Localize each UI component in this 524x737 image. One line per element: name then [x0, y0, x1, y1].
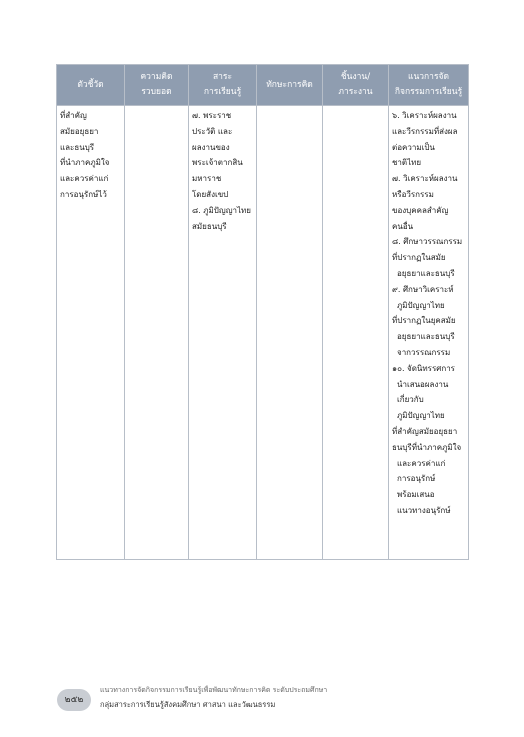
cell-text-line: สมัยธนบุรี	[192, 221, 227, 231]
cell-text-line: และควรค่าแก่	[60, 174, 109, 184]
cell-text-line: หรือวีรกรรม	[392, 189, 434, 199]
header-thinking-skill: ทักษะการคิด	[257, 65, 323, 106]
cell-content	[189, 106, 257, 560]
cell-text-line: ชาติไทย	[392, 158, 422, 168]
cell-text-line: ที่สำคัญสมัยอยุธยา	[392, 426, 458, 436]
cell-text-line: ภูมิปัญญาไทย	[397, 411, 445, 421]
cell-text-line: แนวทางอนุรักษ์	[397, 505, 451, 515]
table-header-row	[57, 65, 469, 106]
footer-book-title: แนวทางการจัดกิจกรรมการเรียนรู้เพื่อพัฒนาทักษะการคิด ระดับประถมศึกษา	[100, 686, 328, 694]
cell-text-line: ๘. ศึกษาวรรณกรรม	[392, 237, 463, 247]
footer-subject-group: กลุ่มสาระการเรียนรู้สังคมศึกษา ศาสนา และวัฒนธรรม	[100, 700, 276, 709]
cell-tasks	[323, 106, 389, 560]
cell-text-line: ๘. ภูมิปัญญาไทย	[192, 205, 251, 215]
cell-text-line: พระเจ้าตากสิน	[192, 158, 243, 168]
cell-text-line: ประวัติ และ	[192, 126, 233, 136]
cell-text-line: ๙. ศึกษาวิเคราะห์	[392, 284, 454, 294]
cell-text-line: ที่ปรากฏในยุคสมัย	[392, 316, 456, 326]
cell-text-line: ของบุคคลสำคัญ	[392, 205, 449, 215]
cell-text-line: อยุธยาและธนบุรี	[397, 268, 455, 278]
cell-text-line: และธนบุรี	[60, 142, 95, 152]
cell-text-line: และวีรกรรมที่ส่งผล	[392, 126, 458, 136]
cell-text-line: ต่อความเป็น	[392, 142, 435, 152]
cell-thinking-skill	[257, 106, 323, 560]
cell-text-line: ที่สำคัญ	[60, 111, 87, 120]
header-indicator: ตัวชี้วัด	[57, 65, 125, 106]
cell-text-line: ธนบุรีที่นำภาคภูมิใจ	[392, 442, 462, 452]
cell-text-line: จากวรรณกรรม	[397, 347, 451, 357]
cell-text-line: และควรค่าแก่	[397, 458, 446, 468]
page-number: ๒๕๒	[57, 689, 91, 711]
cell-text-line: เกี่ยวกับ	[397, 395, 424, 405]
header-concept: ความคิด รวบยอด	[125, 65, 189, 106]
cell-text-line: คนอื่น	[392, 221, 414, 231]
cell-text-line: ที่ปรากฏในสมัย	[392, 253, 446, 263]
table-row	[57, 106, 469, 560]
cell-text-line: โดยสังเขป	[192, 189, 229, 199]
cell-indicator	[57, 106, 125, 560]
cell-text-line: อยุธยาและธนบุรี	[397, 332, 455, 342]
cell-text-line: ๖. วิเคราะห์ผลงาน	[392, 111, 457, 120]
header-activities: แนวการจัด กิจกรรมการเรียนรู้	[389, 65, 469, 106]
cell-text-line: การอนุรักษ์	[397, 474, 436, 484]
cell-text-line: ๗. พระราช	[192, 111, 232, 120]
cell-text-line: พร้อมเสนอ	[397, 490, 435, 500]
cell-activities	[389, 106, 469, 560]
cell-text-line: ผลงานของ	[192, 142, 230, 152]
cell-text-line: นำเสนอผลงาน	[397, 379, 449, 389]
cell-text-line: ภูมิปัญญาไทย	[397, 300, 445, 310]
header-tasks: ชิ้นงาน/ ภาระงาน	[323, 65, 389, 106]
lesson-plan-table	[56, 64, 469, 560]
cell-concept	[125, 106, 189, 560]
cell-text-line: ที่นำภาคภูมิใจ	[60, 158, 110, 168]
cell-text-line: สมัยอยุธยา	[60, 126, 99, 136]
cell-text-line: การอนุรักษ์ไว้	[60, 189, 107, 199]
header-content: สาระ การเรียนรู้	[189, 65, 257, 106]
cell-text-line: ๑๐. จัดนิทรรศการ	[392, 363, 455, 373]
cell-text-line: มหาราช	[192, 174, 222, 184]
cell-text-line: ๗. วิเคราะห์ผลงาน	[392, 174, 458, 184]
